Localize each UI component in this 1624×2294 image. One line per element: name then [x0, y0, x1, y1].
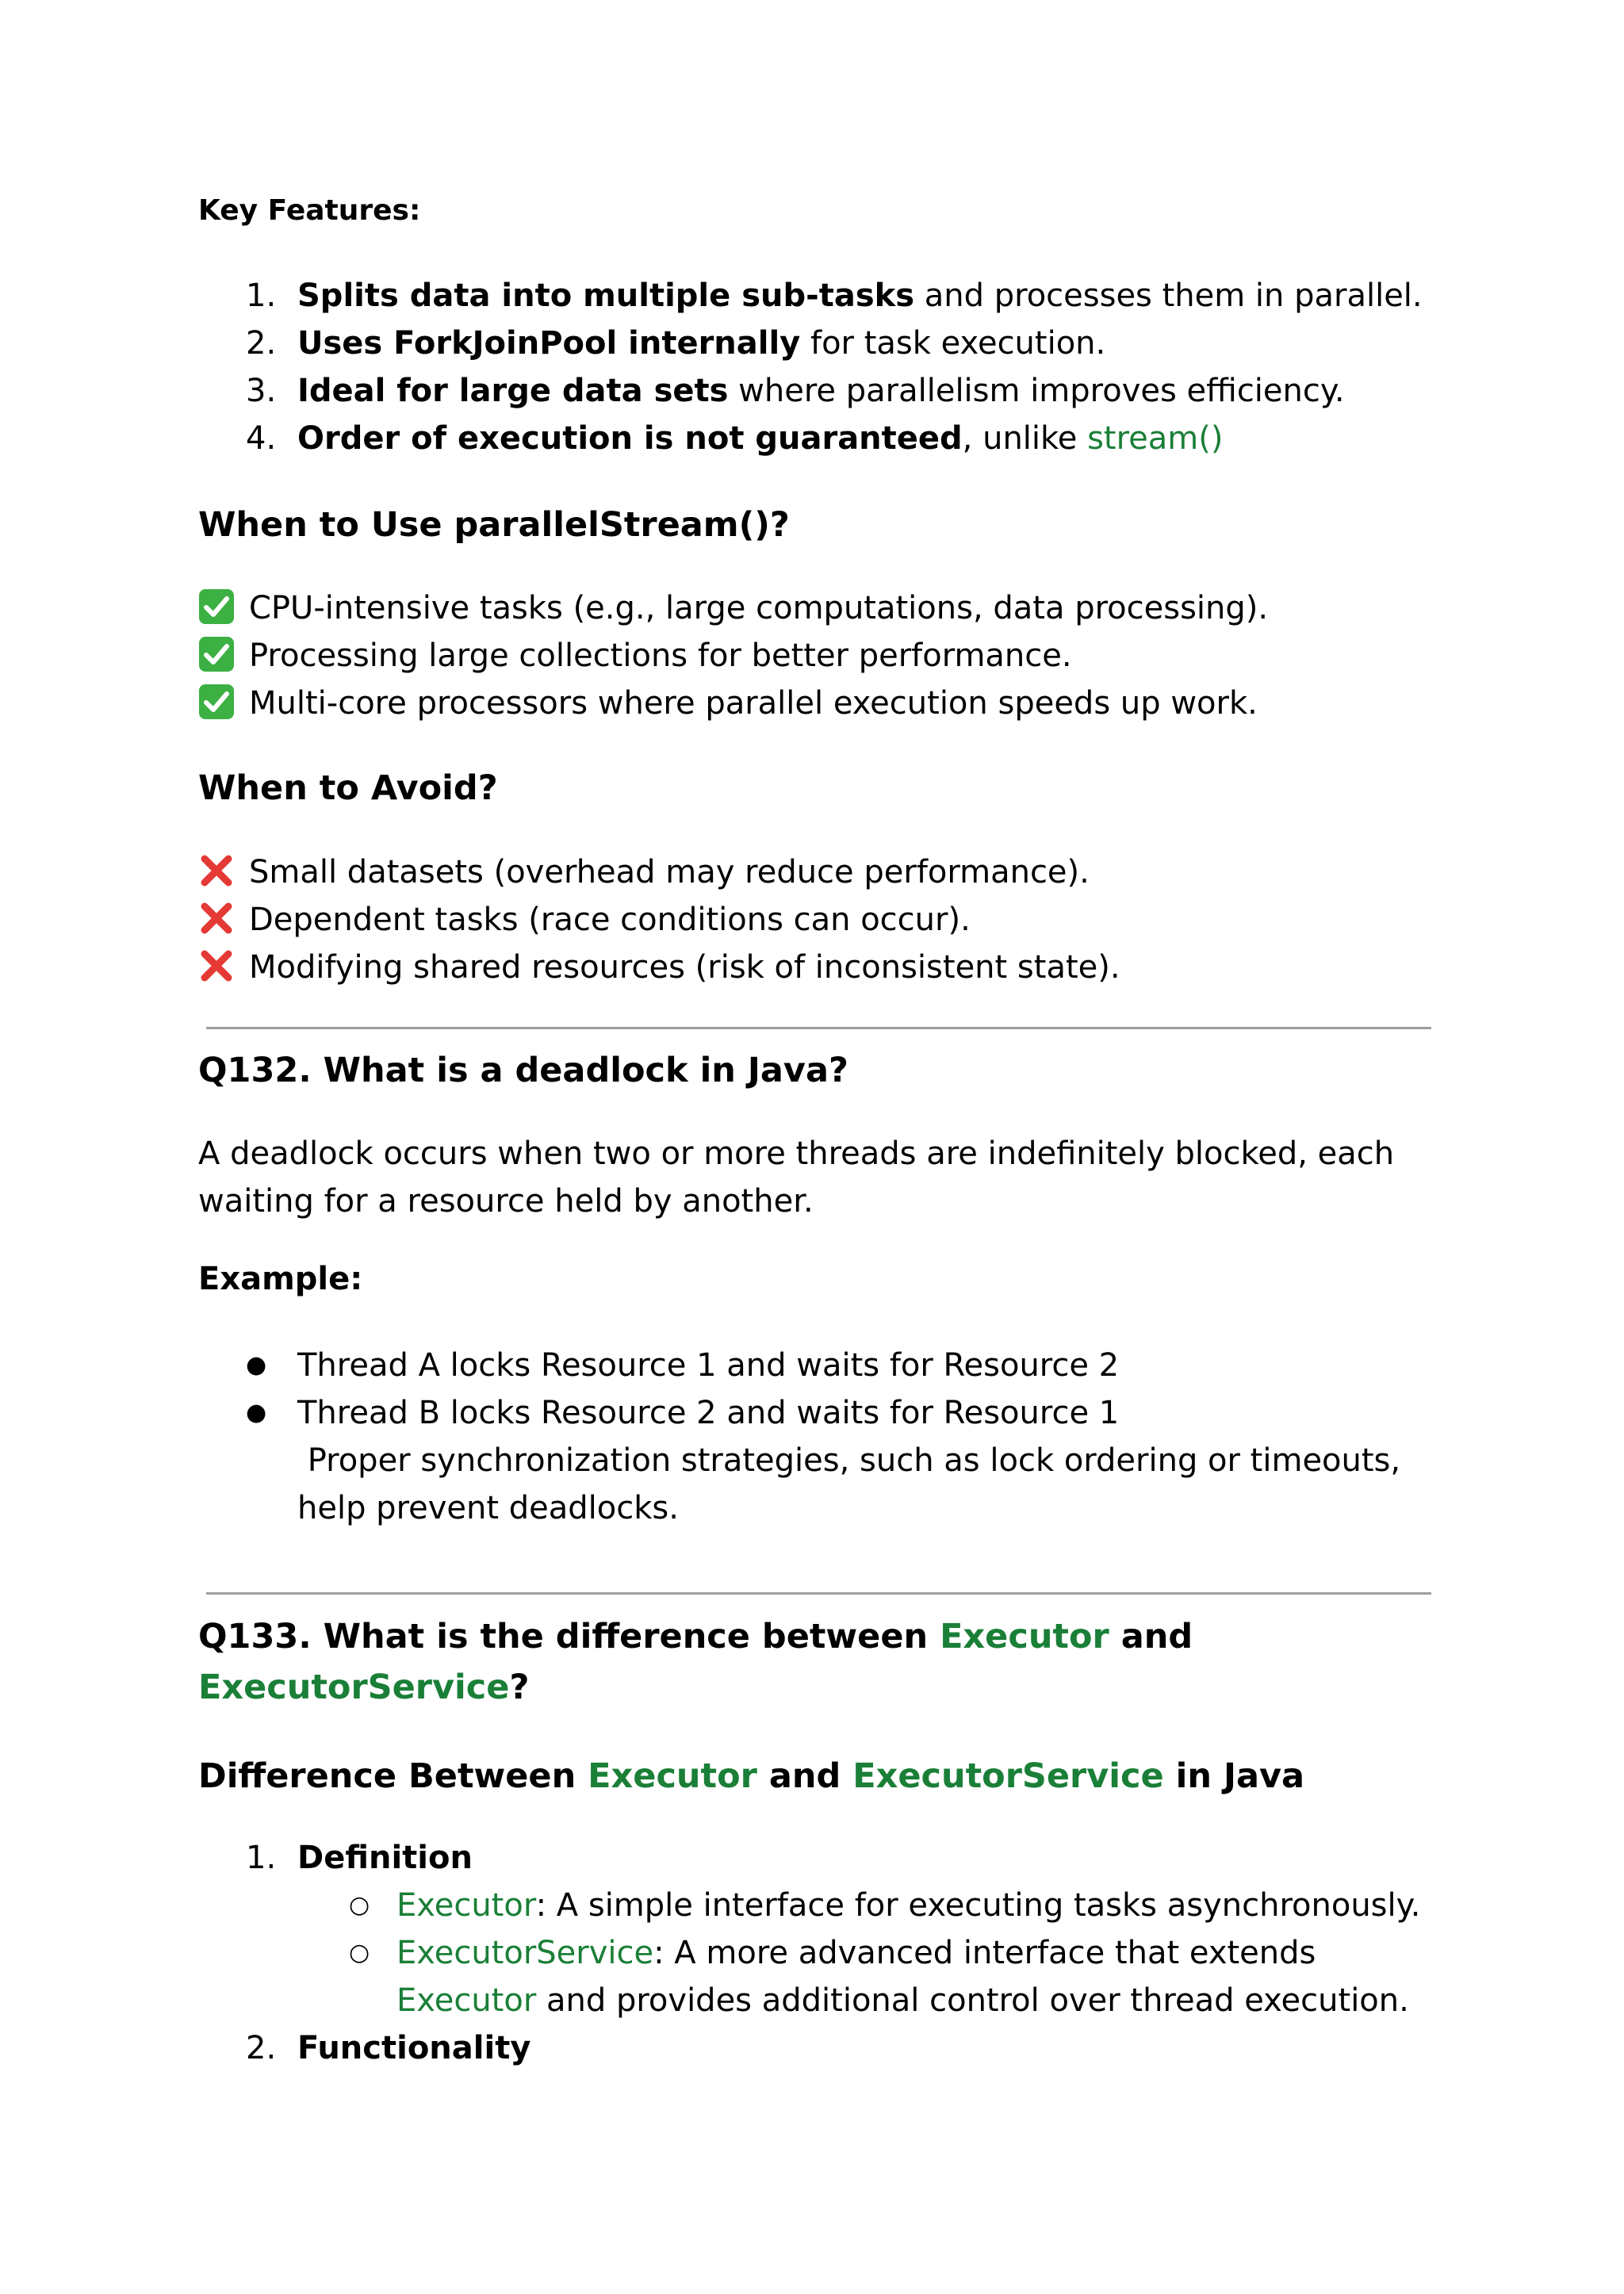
check-mark-icon [198, 588, 235, 625]
list-item: Small datasets (overhead may reduce performance). [198, 848, 1120, 896]
code-executor-service: ExecutorService [198, 1668, 510, 1707]
q133-heading: Q133. What is the difference between Executor and ExecutorService? [198, 1617, 1193, 1707]
q133-subheading: Difference Between Executor and ExecutorService in Java [198, 1756, 1305, 1796]
list-item: CPU-intensive tasks (e.g., large computations, data processing). [198, 584, 1268, 632]
check-mark-icon [198, 636, 235, 672]
code-executor: Executor [940, 1617, 1109, 1656]
code-executor-service: ExecutorService [852, 1756, 1164, 1796]
example-heading: Example: [198, 1261, 363, 1297]
code-executor: Executor [588, 1756, 757, 1796]
cross-mark-icon [198, 852, 235, 889]
list-item: Dependent tasks (race conditions can occur). [198, 896, 1120, 944]
list-item-bold: Ideal for large data sets [297, 373, 729, 409]
section-divider [206, 1592, 1431, 1595]
when-to-use-heading: When to Use parallelStream()? [198, 505, 790, 545]
check-mark-icon [198, 684, 235, 720]
code-executor: Executor [396, 1982, 537, 2019]
when-to-use-list [198, 584, 1268, 727]
list-item-text: where parallelism improves efficiency. [728, 373, 1345, 409]
when-to-avoid-heading: When to Avoid? [198, 768, 498, 808]
section-divider [206, 1027, 1431, 1029]
cross-mark-icon [198, 948, 235, 984]
list-item: Processing large collections for better performance. [198, 632, 1268, 680]
key-features-heading: Key Features: [198, 194, 421, 227]
list-item-text: and processes them in parallel. [914, 278, 1423, 314]
list-item: Multi-core processors where parallel execution speeds up work. [198, 680, 1268, 727]
when-to-avoid-list [198, 848, 1120, 991]
list-item: Modifying shared resources (risk of inconsistent state). [198, 944, 1120, 991]
q132-heading: Q132. What is a deadlock in Java? [198, 1051, 848, 1090]
cross-mark-icon [198, 900, 235, 936]
code-stream: stream() [1087, 420, 1224, 457]
list-item-text: , unlike [962, 420, 1088, 457]
list-item-bold: Splits data into multiple sub-tasks [297, 278, 915, 314]
list-item-text: for task execution. [800, 325, 1106, 362]
code-executor: Executor [396, 1887, 536, 1924]
list-item-bold: Uses ForkJoinPool internally [297, 325, 801, 362]
list-item-bold: Order of execution is not guaranteed [297, 420, 963, 457]
q132-paragraph: A deadlock occurs when two or more threads are indefinitely blocked, each waiting for a resource held by another. [198, 1136, 1395, 1220]
code-executor-service: ExecutorService [396, 1935, 654, 1971]
